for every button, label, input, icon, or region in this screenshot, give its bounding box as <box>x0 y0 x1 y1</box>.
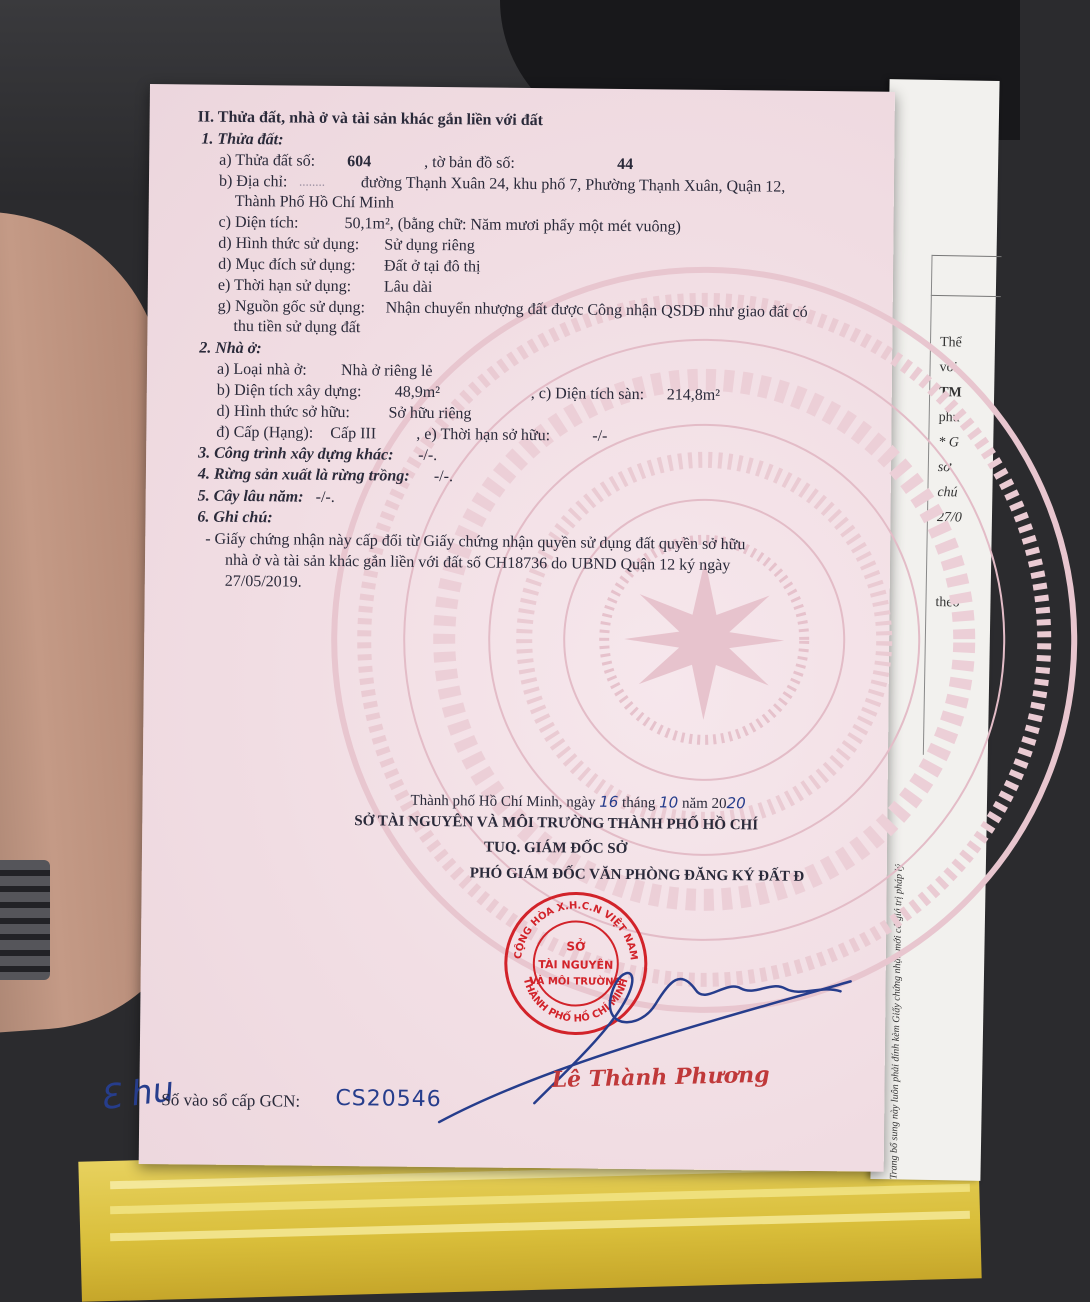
proxy-title: TUQ. GIÁM ĐỐC SỞ <box>483 839 628 858</box>
address-label: b) Địa chỉ: <box>218 172 288 191</box>
wristwatch <box>0 860 50 980</box>
seal-bottom-text: THÀNH PHỐ HỒ CHÍ MINH <box>520 976 631 1025</box>
issuing-org: SỞ TÀI NGUYÊN VÀ MÔI TRƯỜNG THÀNH PHỐ HỒ CHÍ <box>354 813 759 834</box>
seal-center-text: TÀI NGUYÊN <box>538 958 614 972</box>
usage-term-label: e) Thời hạn sử dụng: <box>217 276 352 296</box>
usage-purpose-label: d) Mục đích sử dụng: <box>218 255 356 275</box>
section-title: II. Thửa đất, nhà ở và tài sản khác gắn liền với đất <box>197 108 544 130</box>
adjacent-text: 27/0 <box>936 510 962 526</box>
perennial-heading: 5. Cây lâu năm: <box>197 487 304 506</box>
usage-purpose-value: Đất ở tại đô thị <box>384 257 481 276</box>
notes-line: nhà ở và tài sản khác gắn liền với đất số CH18736 do UBND Quận 12 ký ngày <box>224 551 731 575</box>
address-value: đường Thạnh Xuân 24, khu phố 7, Phường Thạnh Xuân, Quận 12, <box>360 174 786 196</box>
perennial-value: -/-. <box>315 488 335 506</box>
adjacent-text: * G <box>938 435 960 451</box>
usage-form-label: d) Hình thức sử dụng: <box>218 234 360 254</box>
adjacent-text: phu <box>938 410 960 426</box>
map-sheet-label: , tờ bản đồ số: <box>424 153 515 172</box>
registry-label: Số vào sổ cấp GCN: <box>161 1090 301 1111</box>
other-works-value: -/-. <box>418 446 438 465</box>
ownership-term-value: -/- <box>592 427 608 445</box>
seal-center-text: SỞ <box>566 939 586 954</box>
ownership-term-label: , e) Thời hạn sở hữu: <box>416 425 551 445</box>
building-area-label: b) Diện tích xây dựng: <box>216 381 362 401</box>
ownership-label: d) Hình thức sở hữu: <box>216 402 351 422</box>
usage-form-value: Sử dụng riêng <box>384 236 475 255</box>
grade-label: đ) Cấp (Hạng): <box>216 423 314 442</box>
issue-month: 10 <box>659 793 679 812</box>
notes-line: - Giấy chứng nhận này cấp đổi từ Giấy chứng nhận quyền sử dụng đất quyền sở hữu <box>205 530 746 554</box>
house-heading: 2. Nhà ở: <box>199 339 262 358</box>
usage-term-value: Lâu dài <box>383 278 433 296</box>
place-date-label: Thành phố Hồ Chí Minh, ngày <box>410 792 596 811</box>
handwritten-initials: Ɛ hu <box>97 1069 177 1119</box>
adjacent-text: theo <box>935 595 960 611</box>
notes-line: 27/05/2019. <box>224 572 302 591</box>
land-heading: 1. Thửa đất: <box>201 130 284 149</box>
forest-value: -/-. <box>433 467 454 486</box>
signer-role: PHÓ GIÁM ĐỐC VĂN PHÒNG ĐĂNG KÝ ĐẤT Đ <box>469 865 805 885</box>
origin-value: Nhận chuyển nhượng đất được Công nhận QSDĐ như giao đất có <box>385 299 808 321</box>
signature-scribble <box>379 906 881 1131</box>
certificate-page <box>97 84 895 1172</box>
other-works-heading: 3. Công trình xây dựng khác: <box>198 444 394 464</box>
issue-day: 16 <box>599 792 619 811</box>
adjacent-text: chú <box>937 485 958 501</box>
house-type-label: a) Loại nhà ở: <box>216 360 307 379</box>
address-redacted: ........ <box>298 173 326 189</box>
registry-number: CS20546 <box>335 1085 442 1113</box>
adjacent-text: với <box>939 360 959 376</box>
adjacent-text: sơ <box>937 460 951 476</box>
house-type-value: Nhà ở riêng lẻ <box>340 362 433 380</box>
grade-value: Cấp III <box>330 424 377 443</box>
building-area-value: 48,9m² <box>394 383 441 402</box>
seal-top-text: CỘNG HÒA X.H.C.N VIỆT NAM <box>512 900 639 961</box>
signer-name: Lê Thành Phương <box>551 1061 770 1094</box>
adjacent-text: TM <box>939 385 962 401</box>
place-date <box>410 791 745 814</box>
parcel-number-label: a) Thửa đất số: <box>219 151 316 170</box>
issue-year: 20 <box>726 794 746 813</box>
address-value-cont: Thành Phố Hồ Chí Minh <box>234 192 394 212</box>
year-label: năm 20 <box>681 795 727 813</box>
area-label: c) Diện tích: <box>218 213 299 232</box>
ownership-value: Sở hữu riêng <box>388 404 472 423</box>
notes-heading: 6. Ghi chú: <box>197 508 273 527</box>
side-note: Trang bổ sung này luôn phải đính kèm Giấy chứng nhận mới có giá trị pháp lý <box>888 864 905 1180</box>
floor-area-value: 214,8m² <box>666 386 721 404</box>
origin-label: g) Nguồn gốc sử dụng: <box>217 297 366 317</box>
origin-value-cont: thu tiền sử dụng đất <box>233 317 361 337</box>
adjacent-text: Thể <box>939 335 962 351</box>
parcel-number: 604 <box>347 153 372 171</box>
table-line <box>932 255 1002 257</box>
floor-area-label: , c) Diện tích sàn: <box>530 385 645 404</box>
seal-center-text: VÀ MÔI TRƯỜNG <box>529 976 622 988</box>
forest-heading: 4. Rừng sản xuất là rừng trồng: <box>197 465 410 485</box>
month-label: tháng <box>622 794 656 812</box>
area-value: 50,1m², (bằng chữ: Năm mươi phẩy một mét vuông) <box>344 215 681 236</box>
map-sheet-number: 44 <box>617 155 634 174</box>
